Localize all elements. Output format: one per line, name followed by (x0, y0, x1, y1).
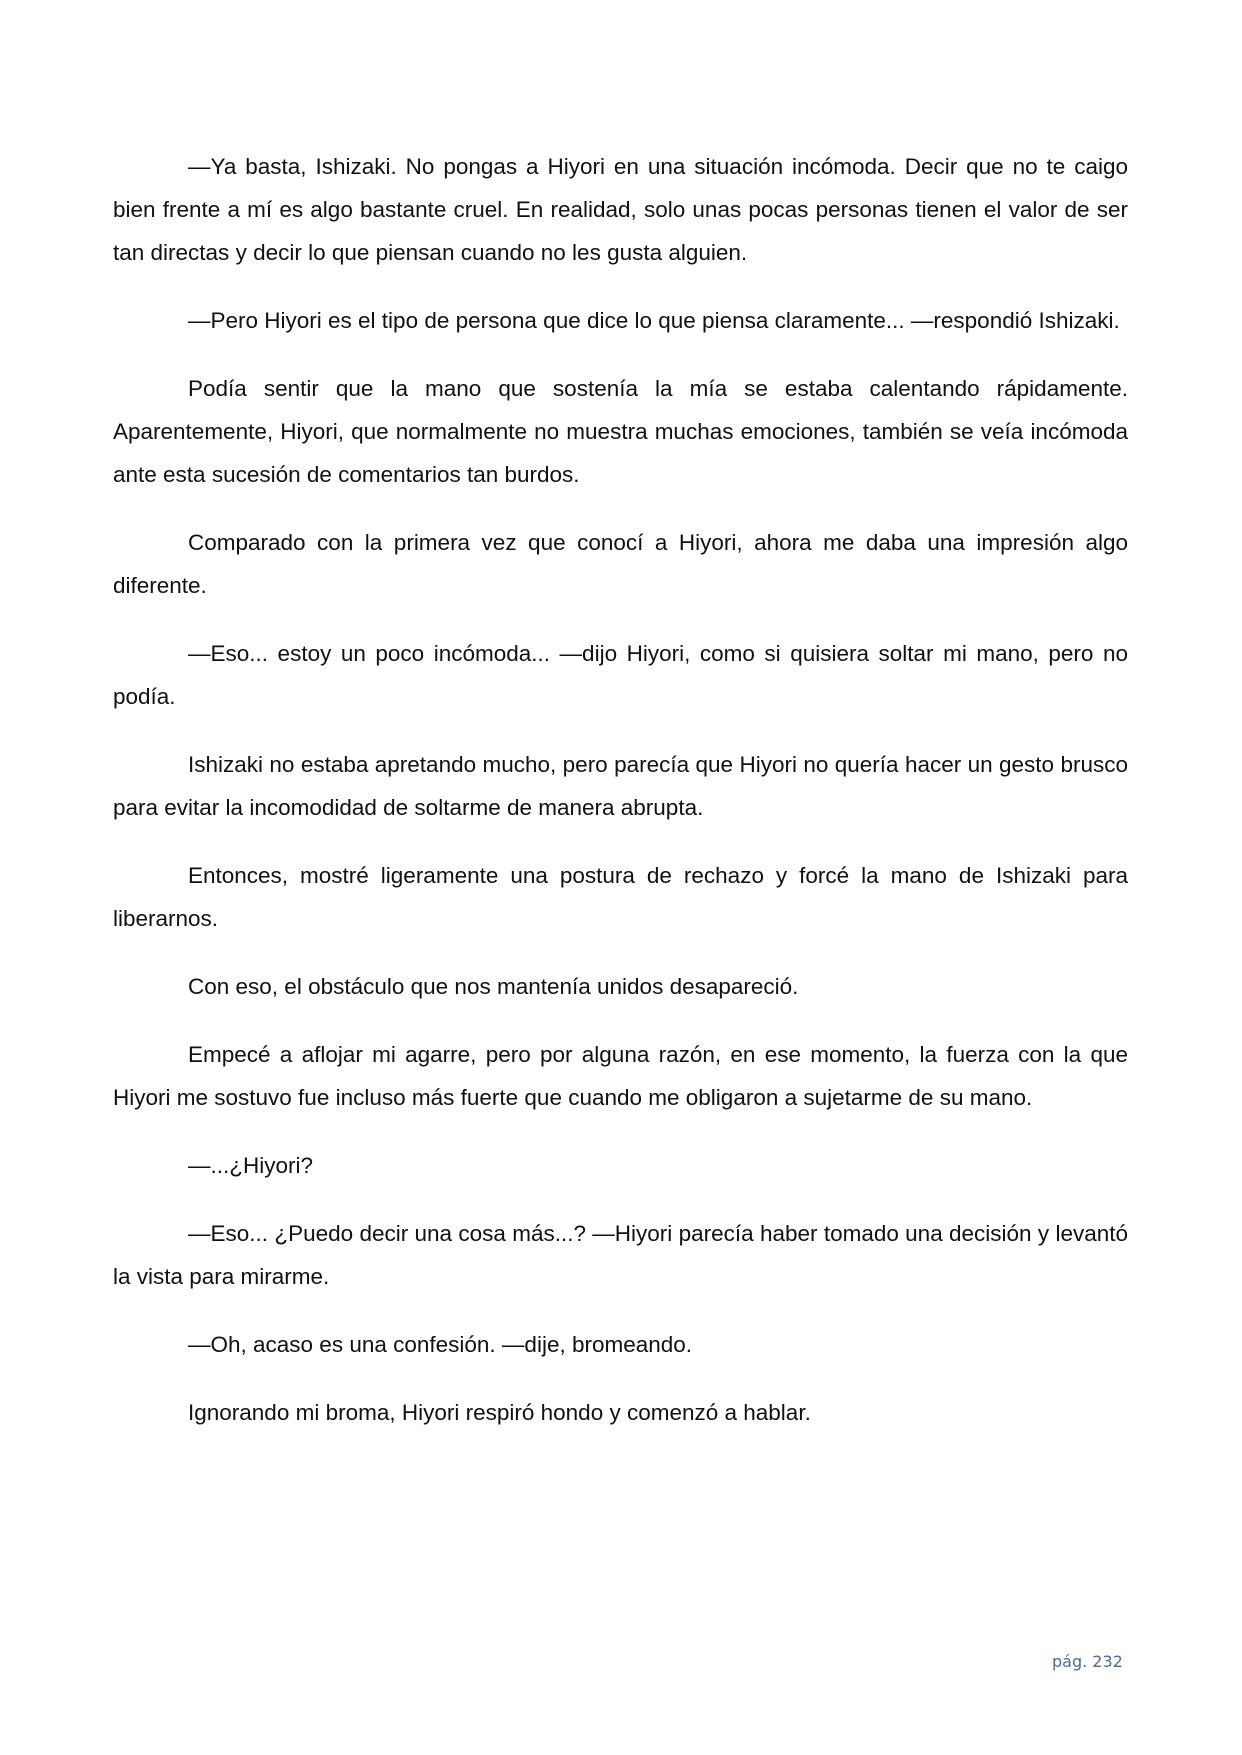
paragraph: Podía sentir que la mano que sostenía la mía se estaba calentando rápidamente. Aparentemente, Hiyori, que normalmente no muestra muchas emociones, también se veía incómoda ante esta sucesión de comentarios tan burdos. (113, 376, 1128, 487)
paragraph: —Ya basta, Ishizaki. No pongas a Hiyori en una situación incómoda. Decir que no te caigo bien frente a mí es algo bastante cruel. En realidad, solo unas pocas personas tienen el valor de ser tan directas y decir lo que piensan cuando no les gusta alguien. (113, 154, 1128, 265)
paragraph: —Oh, acaso es una confesión. —dije, bromeando. (188, 1332, 693, 1357)
paragraph: Ishizaki no estaba apretando mucho, pero parecía que Hiyori no quería hacer un gesto brusco para evitar la incomodidad de soltarme de manera abrupta. (113, 752, 1128, 820)
page-body (113, 145, 1128, 1459)
paragraph: Entonces, mostré ligeramente una postura de rechazo y forcé la mano de Ishizaki para liberarnos. (113, 863, 1128, 931)
paragraph: Empecé a aflojar mi agarre, pero por alguna razón, en ese momento, la fuerza con la que Hiyori me sostuvo fue incluso más fuerte que cuando me obligaron a sujetarme de su mano. (113, 1042, 1128, 1110)
paragraph: —Eso... ¿Puedo decir una cosa más...? —Hiyori parecía haber tomado una decisión y levantó la vista para mirarme. (113, 1221, 1128, 1289)
paragraph: —...¿Hiyori? (188, 1153, 314, 1178)
paragraph: —Pero Hiyori es el tipo de persona que dice lo que piensa claramente... —respondió Ishizaki. (188, 308, 1120, 333)
paragraph: Comparado con la primera vez que conocí a Hiyori, ahora me daba una impresión algo diferente. (113, 530, 1128, 598)
page-number: pág. 232 (1052, 1652, 1123, 1671)
paragraph: —Eso... estoy un poco incómoda... —dijo Hiyori, como si quisiera soltar mi mano, pero no podía. (113, 641, 1128, 709)
paragraph: Con eso, el obstáculo que nos mantenía unidos desapareció. (188, 974, 799, 999)
paragraph: Ignorando mi broma, Hiyori respiró hondo y comenzó a hablar. (188, 1400, 811, 1425)
